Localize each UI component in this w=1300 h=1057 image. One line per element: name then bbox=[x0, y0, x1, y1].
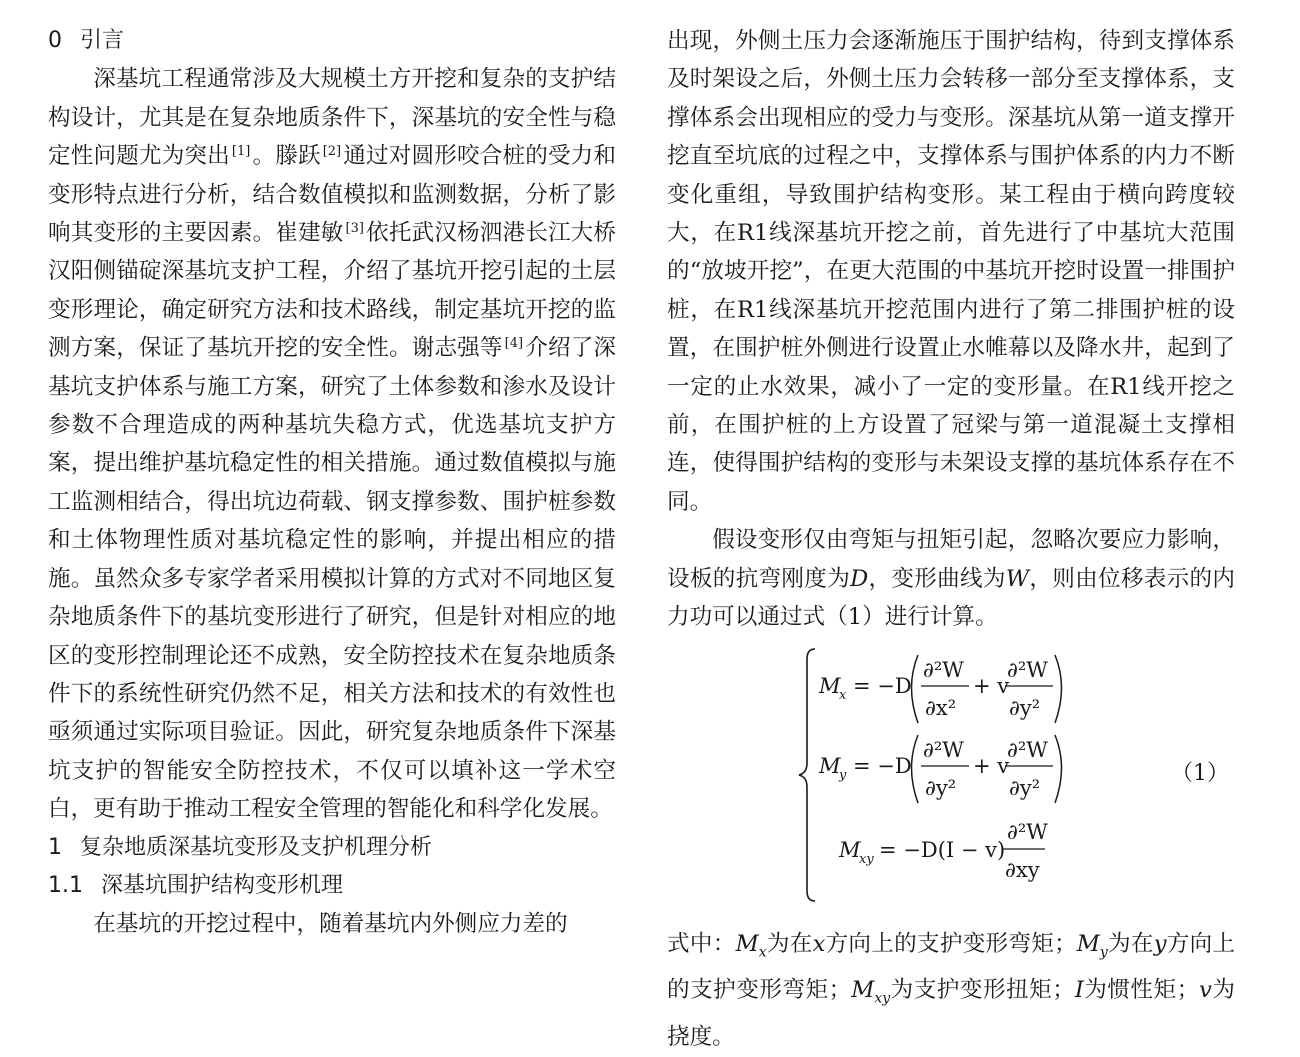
row1-den1: ∂x² bbox=[925, 695, 957, 720]
subsection-number: 1.1 bbox=[48, 872, 83, 898]
row2-lhs-sub: y bbox=[839, 767, 847, 783]
row1-lhs-sub: x bbox=[839, 687, 847, 703]
text-run: 依托武汉杨泗港长江大桥汉阳侧锚碇深基坑支护工程，介绍了基坑开挖引起的土层变形理论，确定研究方法和技术路线，制定基坑开挖的监测方案，保证了基坑开挖的安全性。谢志强等 bbox=[48, 220, 617, 362]
row3-lhs: M bbox=[839, 837, 861, 862]
text-run: 为惯性矩； bbox=[1083, 977, 1200, 1004]
text-run: 为在 bbox=[1107, 930, 1154, 957]
mechanism-paragraph-start: 在基坑的开挖过程中，随着基坑内外侧应力差的 bbox=[93, 911, 568, 938]
equation-1 bbox=[667, 645, 1235, 915]
row1-right-paren bbox=[1055, 655, 1062, 723]
row1-plus: + v bbox=[973, 673, 1010, 698]
text-run: 为挠度。 bbox=[667, 977, 1236, 1051]
row2-eq: = −D bbox=[853, 753, 912, 778]
section-number: 0 bbox=[48, 28, 62, 53]
row1-num1: ∂²W bbox=[923, 657, 964, 682]
text-run: 为支护变形扭矩； bbox=[890, 977, 1075, 1004]
row2-left-paren bbox=[912, 735, 919, 803]
equation-number: （1） bbox=[1171, 760, 1229, 786]
citation-2[interactable]: [2] bbox=[322, 144, 342, 160]
row2-den2: ∂y² bbox=[1009, 775, 1041, 800]
assumption-paragraph bbox=[667, 521, 1235, 636]
symbol-sub: xy bbox=[874, 990, 891, 1007]
symbol-x: x bbox=[812, 930, 826, 957]
row1-left-paren bbox=[912, 655, 919, 723]
section-title: 引言 bbox=[80, 28, 125, 53]
section-title: 复杂地质深基坑变形及支护机理分析 bbox=[80, 834, 433, 860]
symbol-I: I bbox=[1074, 977, 1084, 1004]
citation-1[interactable]: [1] bbox=[231, 144, 251, 160]
row2-right-paren bbox=[1055, 735, 1062, 803]
equation-graphic bbox=[667, 645, 1235, 915]
text-run: ，则由位移表示的内力功可以通过式（1）进行计算。 bbox=[667, 565, 1236, 631]
row3-eq: = −D(I − v) bbox=[879, 837, 1006, 862]
left-brace bbox=[799, 649, 815, 901]
text-run: 式中： bbox=[667, 930, 736, 957]
row2-den1: ∂y² bbox=[925, 775, 957, 800]
left-column bbox=[48, 22, 616, 944]
section-heading-0 bbox=[48, 22, 616, 60]
symbol-sub: x bbox=[758, 944, 767, 961]
text-run: 为在 bbox=[766, 930, 813, 957]
row3-den: ∂xy bbox=[1005, 857, 1040, 882]
text-run: ，变形曲线为 bbox=[868, 565, 1006, 592]
mechanism-paragraph-continued: 出现，外侧土压力会逐渐施压于围护结构，待到支撑体系及时架设之后，外侧土压力会转移一部分至支撑体系，支撑体系会出现相应的受力与变形。深基坑从第一道支撑开挖直至坑底的过程之中，支撑体系与围护体系的内力不断变化重组，导致围护结构变形。某工程由于横向跨度较大，在R1线深基坑开挖之前，首先进行了中基坑大范围的“放坡开挖”，在更大范围的中基坑开挖时设置一排围护桩，在R1线深基坑开挖范围内进行了第二排围护桩的设置，在围护桩外侧进行设置止水帷幕以及降水井，起到了一定的止水效果，减小了一定的变形量。在R1线开挖之前，在围护桩的上方设置了冠梁与第一道混凝土支撑相连，使得围护结构的变形与未架设支撑的基坑体系存在不同。 bbox=[667, 28, 1235, 515]
subsection-title: 深基坑围护结构变形机理 bbox=[101, 872, 344, 898]
citation-4[interactable]: [4] bbox=[504, 336, 524, 352]
symbol-D: D bbox=[850, 565, 869, 592]
row3-num: ∂²W bbox=[1007, 819, 1048, 844]
text-run: 介绍了深基坑支护体系与施工方案，研究了土体参数和渗水及设计参数不合理造成的两种基坑失稳方式，优选基坑支护方案，提出维护基坑稳定性的相关措施。通过数值模拟与施工监测相结合，得出坑边荷载、钢支撑参数、围护桩参数和土体物理性质对基坑稳定性的影响，并提出相应的措施。虽然众多专家学者采用模拟计算的方式对不同地区复杂地质条件下的基坑变形进行了研究，但是针对相应的地区的变形控制理论还不成熟，安全防控技术在复杂地质条件下的系统性研究仍然不足，相关方法和技术的有效性也亟须通过实际项目验证。因此，研究复杂地质条件下深基坑支护的智能安全防控技术，不仅可以填补这一学术空白，更有助于推动工程安全管理的智能化和科学化发展。 bbox=[48, 335, 617, 823]
symbol-legend-paragraph bbox=[667, 925, 1235, 1057]
symbol-M: M bbox=[735, 930, 759, 957]
text-run: 通过对圆形咬合桩的受力和变形特点进行分析，结合数值模拟和监测数据，分析了影响其变形的主要因素。崔建敏 bbox=[48, 143, 617, 247]
symbol-v: v bbox=[1199, 977, 1212, 1004]
row1-lhs: M bbox=[819, 673, 841, 698]
symbol-sub: y bbox=[1099, 944, 1108, 961]
intro-paragraph bbox=[48, 60, 616, 828]
text-run: 方向上的支护变形弯矩； bbox=[667, 930, 1236, 1004]
subsection-heading-1-1 bbox=[48, 867, 616, 905]
row3-lhs-sub: xy bbox=[859, 851, 874, 867]
text-run: 。滕跃 bbox=[252, 143, 321, 170]
symbol-W: W bbox=[1005, 565, 1030, 592]
section-heading-1 bbox=[48, 829, 616, 867]
symbol-M: M bbox=[1076, 930, 1100, 957]
text-run: 方向上的支护变形弯矩； bbox=[825, 930, 1077, 957]
row2-plus: + v bbox=[973, 753, 1010, 778]
row2-num1: ∂²W bbox=[923, 737, 964, 762]
row1-eq: = −D bbox=[853, 673, 912, 698]
row1-num2: ∂²W bbox=[1007, 657, 1048, 682]
text-run: 深基坑工程通常涉及大规模土方开挖和复杂的支护结构设计，尤其是在复杂地质条件下，深基坑的安全性与稳定性问题尤为突出 bbox=[48, 66, 616, 170]
section-number: 1 bbox=[48, 834, 62, 860]
symbol-y: y bbox=[1153, 930, 1167, 957]
row2-lhs: M bbox=[819, 753, 841, 778]
citation-3[interactable]: [3] bbox=[345, 221, 364, 237]
symbol-M: M bbox=[851, 977, 875, 1004]
text-run: 假设变形仅由弯矩与扭矩引起，忽略次要应力影响，设板的抗弯刚度为 bbox=[667, 527, 1235, 592]
right-column bbox=[667, 22, 1235, 1057]
row1-den2: ∂y² bbox=[1009, 695, 1041, 720]
row2-num2: ∂²W bbox=[1007, 737, 1048, 762]
